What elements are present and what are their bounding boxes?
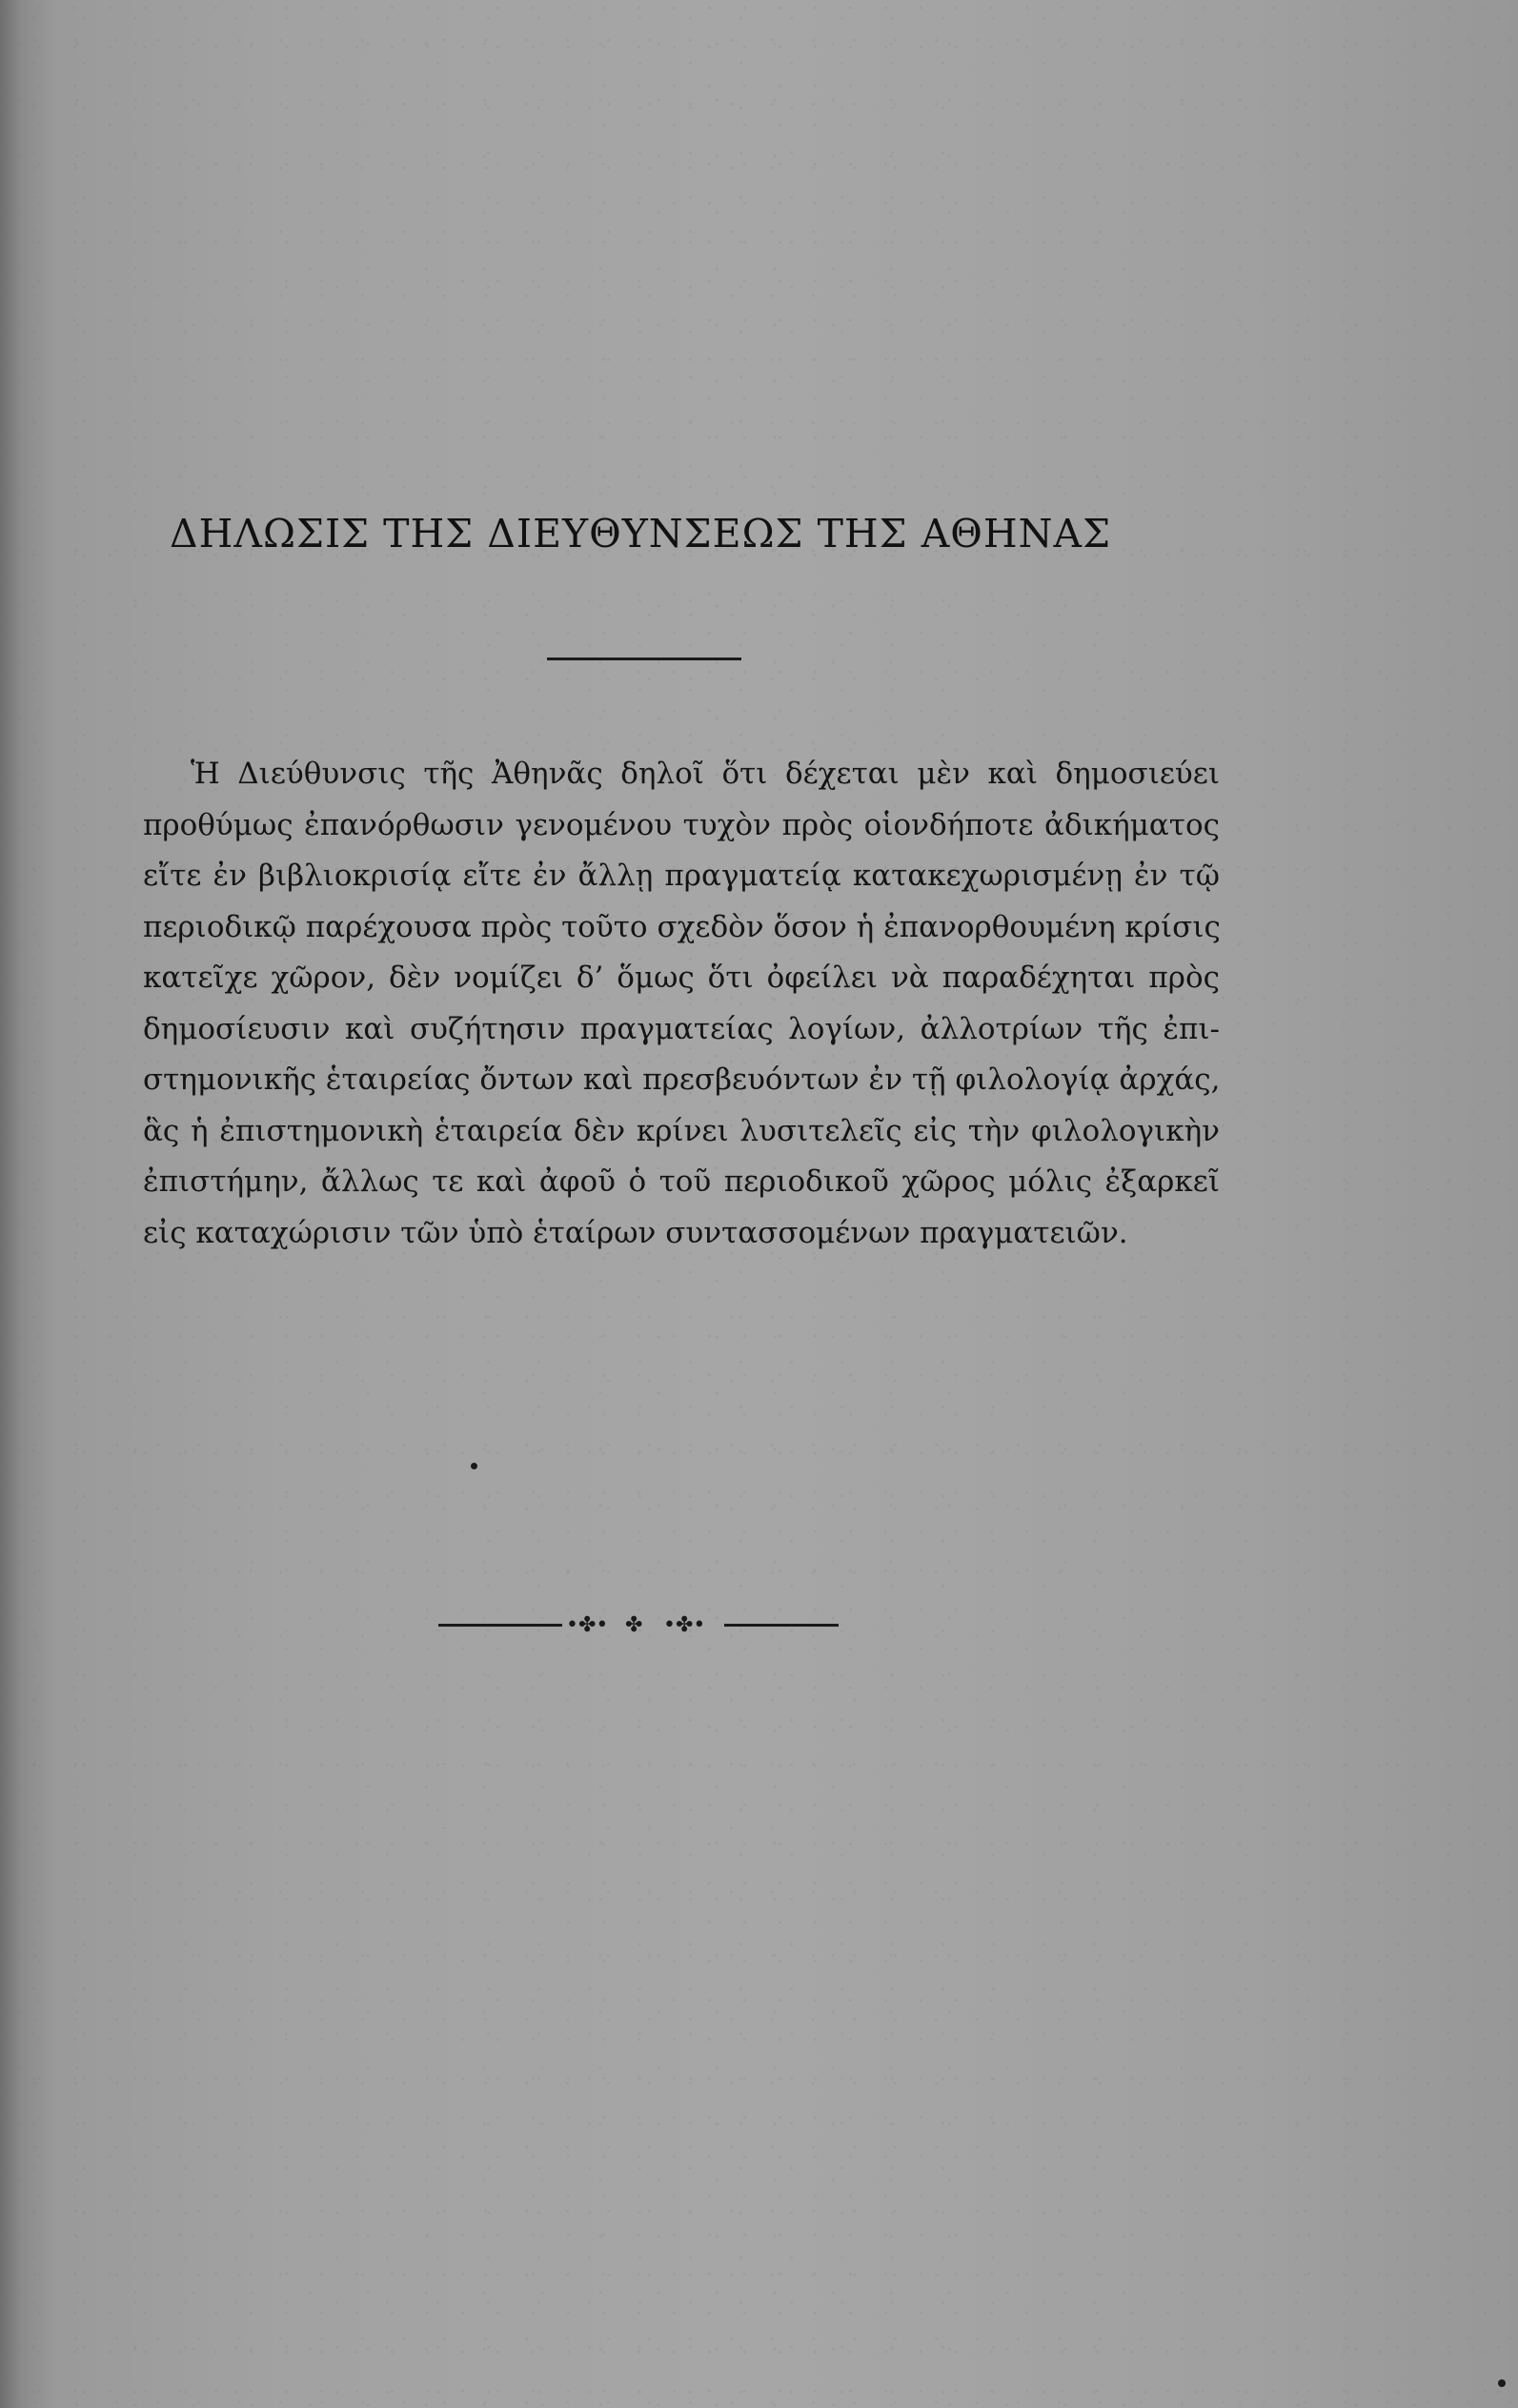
paragraph-line: προθύμως ἐπανόρθωσιν γενομένου τυχὸν πρὸς οἱονδήποτε ἀδικήματος xyxy=(143,807,1220,842)
ornament-rule-left xyxy=(438,1624,562,1627)
paragraph-line: ἃς ἡ ἐπιστημονικὴ ἑταιρεία δὲν κρίνει λυσιτελεῖς εἰς τὴν φιλολογικὴν xyxy=(143,1113,1220,1148)
ornament-flourish-icon: ✤ xyxy=(625,1613,643,1637)
paragraph-line: δημοσίευσιν καὶ συζήτησιν πραγματείας λογίων, ἀλλοτρίων τῆς ἐπι- xyxy=(143,1011,1220,1046)
paragraph-line: εἰς καταχώρισιν τῶν ὑπὸ ἑταίρων συντασσομένων πραγματειῶν. xyxy=(143,1215,1128,1250)
paragraph-line: εἴτε ἐν βιβλιοκρισίᾳ εἴτε ἐν ἄλλῃ πραγματείᾳ κατακεχωρισμένῃ ἐν τῷ xyxy=(143,859,1220,893)
paragraph-line: κατεῖχε χῶρον, δὲν νομίζει δ’ ὅμως ὅτι ὀφείλει νὰ παραδέχηται πρὸς xyxy=(143,961,1220,995)
paragraph-line: στημονικῆς ἑταιρείας ὄντων καὶ πρεσβευόντων ἐν τῇ φιλολογίᾳ ἀρχάς, xyxy=(143,1062,1221,1097)
declaration-paragraph xyxy=(143,749,1220,1259)
ornament-flourish-icon: •✤• xyxy=(663,1613,706,1637)
paragraph-line: Ἡ Διεύθυνσις τῆς Ἀθηνᾶς δηλοῖ ὅτι δέχεται μὲν καὶ δημοσιεύει xyxy=(191,757,1220,791)
page-title: ΔΗΛΩΣΙΣ ΤΗΣ ΔΙΕΥΘΥΝΣΕΩΣ ΤΗΣ ΑΘΗΝΑΣ xyxy=(170,511,1112,556)
ink-speck xyxy=(471,1463,477,1469)
ornament-rule-right xyxy=(724,1624,839,1627)
paragraph-line: ἐπιστήμην, ἄλλως τε καὶ ἀφοῦ ὁ τοῦ περιοδικοῦ χῶρος μόλις ἐξαρκεῖ xyxy=(143,1164,1220,1199)
ink-speck xyxy=(1498,2379,1506,2387)
ornament-flourish-icon: •✤• xyxy=(566,1613,609,1637)
paragraph-line: περιοδικῷ παρέχουσα πρὸς τοῦτο σχεδὸν ὅσον ἡ ἐπανορθουμένη κρίσις xyxy=(143,909,1221,944)
closing-ornament xyxy=(438,1610,839,1639)
title-divider xyxy=(547,658,741,660)
